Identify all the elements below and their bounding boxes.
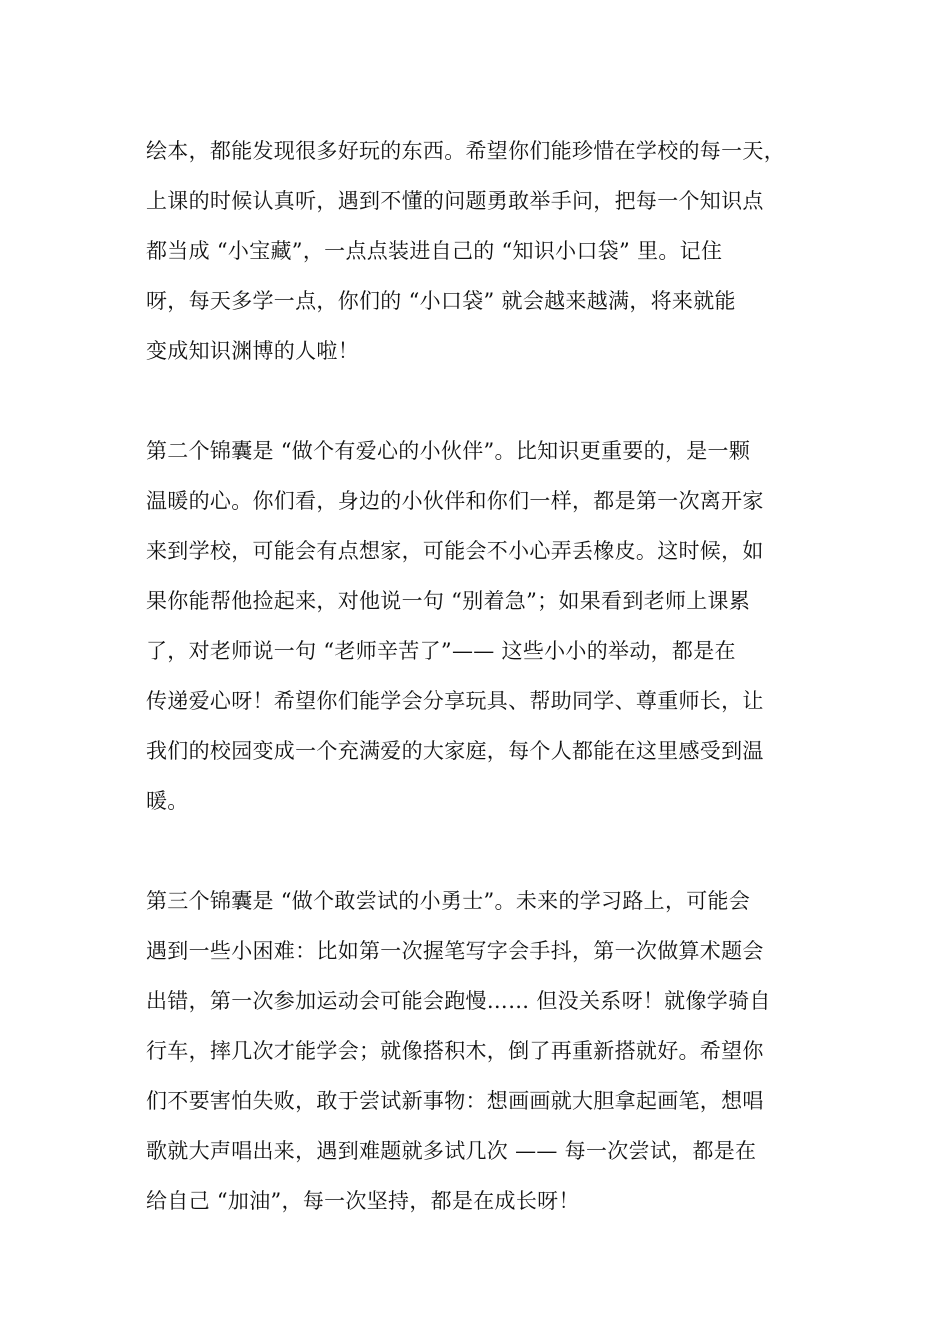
text-line: 呀，每天多学一点，你们的 “小口袋” 就会越来越满，将来就能 bbox=[146, 289, 736, 313]
text-line: 出错，第一次参加运动会可能会跑慢…… 但没关系呀！就像学骑自 bbox=[146, 989, 771, 1013]
text-line: 歌就大声唱出来，遇到难题就多试几次 —— 每一次尝试，都是在 bbox=[146, 1139, 757, 1163]
text-line: 都当成 “小宝藏”，一点点装进自己的 “知识小口袋” 里。记住 bbox=[146, 239, 723, 263]
text-line: 果你能帮他捡起来，对他说一句 “别着急”；如果看到老师上课累 bbox=[146, 589, 751, 613]
text-line: 上课的时候认真听，遇到不懂的问题勇敢举手问，把每一个知识点 bbox=[146, 189, 764, 213]
text-line: 行车，摔几次才能学会；就像搭积木，倒了再重新搭就好。希望你 bbox=[146, 1039, 764, 1063]
paragraph-2 bbox=[146, 426, 816, 826]
text-line: 给自己 “加油”，每一次坚持，都是在成长呀！ bbox=[146, 1189, 580, 1213]
text-line: 来到学校，可能会有点想家，可能会不小心弄丢橡皮。这时候，如 bbox=[146, 539, 764, 563]
text-line: 暖。 bbox=[146, 789, 189, 813]
text-line: 第三个锦囊是 “做个敢尝试的小勇士”。未来的学习路上，可能会 bbox=[146, 889, 751, 913]
text-line: 们不要害怕失败，敢于尝试新事物：想画画就大胆拿起画笔，想唱 bbox=[146, 1089, 764, 1113]
text-line: 第二个锦囊是 “做个有爱心的小伙伴”。比知识更重要的，是一颗 bbox=[146, 439, 751, 463]
text-line: 传递爱心呀！希望你们能学会分享玩具、帮助同学、尊重师长，让 bbox=[146, 689, 764, 713]
text-line: 了，对老师说一句 “老师辛苦了”—— 这些小小的举动，都是在 bbox=[146, 639, 736, 663]
text-line: 遇到一些小困难：比如第一次握笔写字会手抖，第一次做算术题会 bbox=[146, 939, 764, 963]
text-line: 绘本，都能发现很多好玩的东西。希望你们能珍惜在学校的每一天， bbox=[146, 139, 785, 163]
text-line: 变成知识渊博的人啦！ bbox=[146, 339, 359, 363]
document-body bbox=[146, 126, 816, 1276]
text-line: 温暖的心。你们看，身边的小伙伴和你们一样，都是第一次离开家 bbox=[146, 489, 764, 513]
paragraph-1 bbox=[146, 126, 816, 376]
text-line: 我们的校园变成一个充满爱的大家庭，每个人都能在这里感受到温 bbox=[146, 739, 764, 763]
paragraph-3 bbox=[146, 876, 816, 1226]
